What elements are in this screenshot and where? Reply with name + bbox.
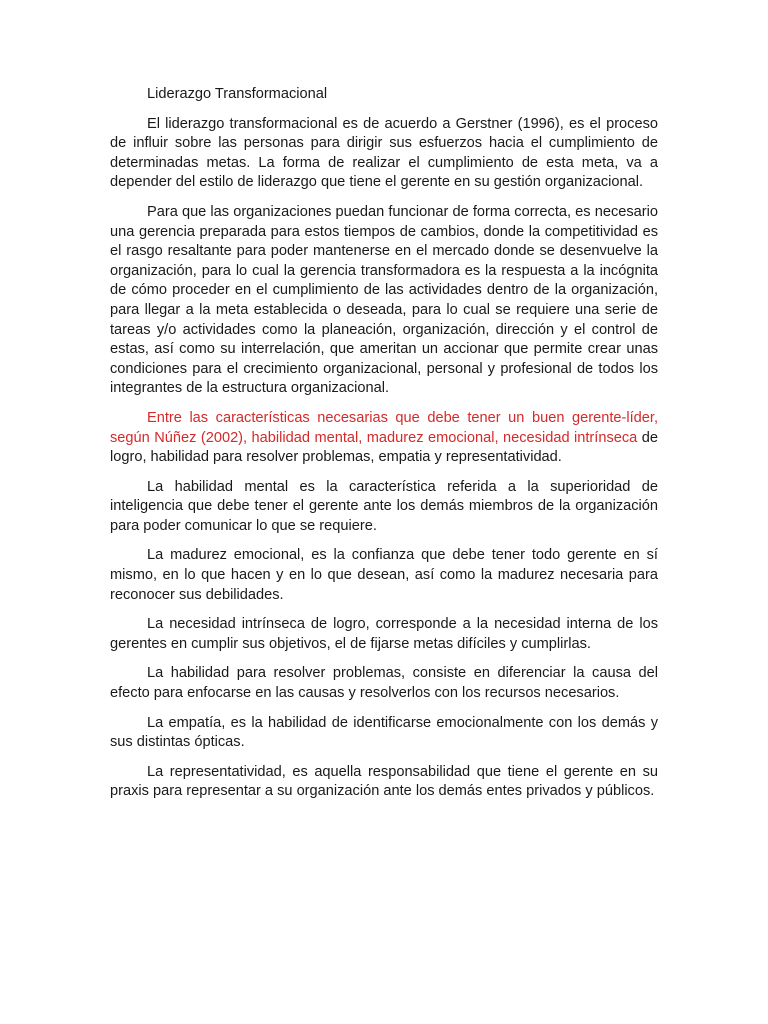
- paragraph-intrinsic-need: La necesidad intrínseca de logro, corresponde a la necesidad interna de los gerentes en cumplir sus objetivos, el de fijarse metas difíciles y cumplirlas.: [110, 616, 658, 652]
- paragraph-mental-ability: La habilidad mental es la característica referida a la superioridad de inteligencia que debe tener el gerente ante los demás miembros de la organización para poder comunicar lo que se requiere.: [110, 478, 658, 534]
- document-title: Liderazgo Transformacional: [147, 86, 328, 102]
- paragraph-emotional-maturity: La madurez emocional, es la confianza que debe tener todo gerente en sí mismo, en lo que hacen y en lo que desean, así como la madurez necesaria para reconocer sus debilidades.: [110, 547, 658, 603]
- paragraph-definition: El liderazgo transformacional es de acuerdo a Gerstner (1996), es el proceso de influir sobre las personas para dirigir sus esfuerzos hacia el cumplimiento de determinadas metas. La forma de realizar el cumplimiento de esta meta, va a depender del estilo de liderazgo que tiene el gerente en su gestión organizacional.: [110, 115, 658, 191]
- document-page: [110, 85, 658, 812]
- paragraph-characteristics: [110, 409, 658, 468]
- paragraph-organizations: Para que las organizaciones puedan funcionar de forma correcta, es necesario una gerencia preparada para estos tiempos de cambios, donde la competitividad es el rasgo resaltante para poder mantenerse en el mercado donde se desenvuelve la organización, para lo cual la gerencia transformadora es la respuesta a la incógnita de cómo proceder en el cumplimiento de las actividades dentro de la organización, para llegar a la meta establecida o deseada, para lo cual se requiere una serie de tareas y/o actividades como la planeación, organización, dirección y el control de estas, así como su interrelación, que ameritan un accionar que permite crear unas condiciones para el crecimiento organizacional, personal y profesional de todos los integrantes de la estructura organizacional.: [110, 203, 658, 397]
- highlighted-text: Entre las características necesarias que debe tener un buen gerente-líder, según Núñez (2002), habilidad mental, madurez emocional, necesidad intrínseca: [110, 409, 658, 446]
- paragraph-representativeness: La representatividad, es aquella responsabilidad que tiene el gerente en su praxis para representar a su organización ante los demás entes privados y públicos.: [110, 763, 658, 800]
- paragraph-empathy: La empatía, es la habilidad de identificarse emocionalmente con los demás y sus distintas ópticas.: [110, 714, 658, 751]
- paragraph-problem-solving: La habilidad para resolver problemas, consiste en diferenciar la causa del efecto para enfocarse en las causas y resolverlos con los recursos necesarios.: [110, 665, 658, 702]
- paragraph-characteristics-rest: de logro, habilidad para resolver problemas, empatia y representatividad.: [110, 429, 658, 466]
